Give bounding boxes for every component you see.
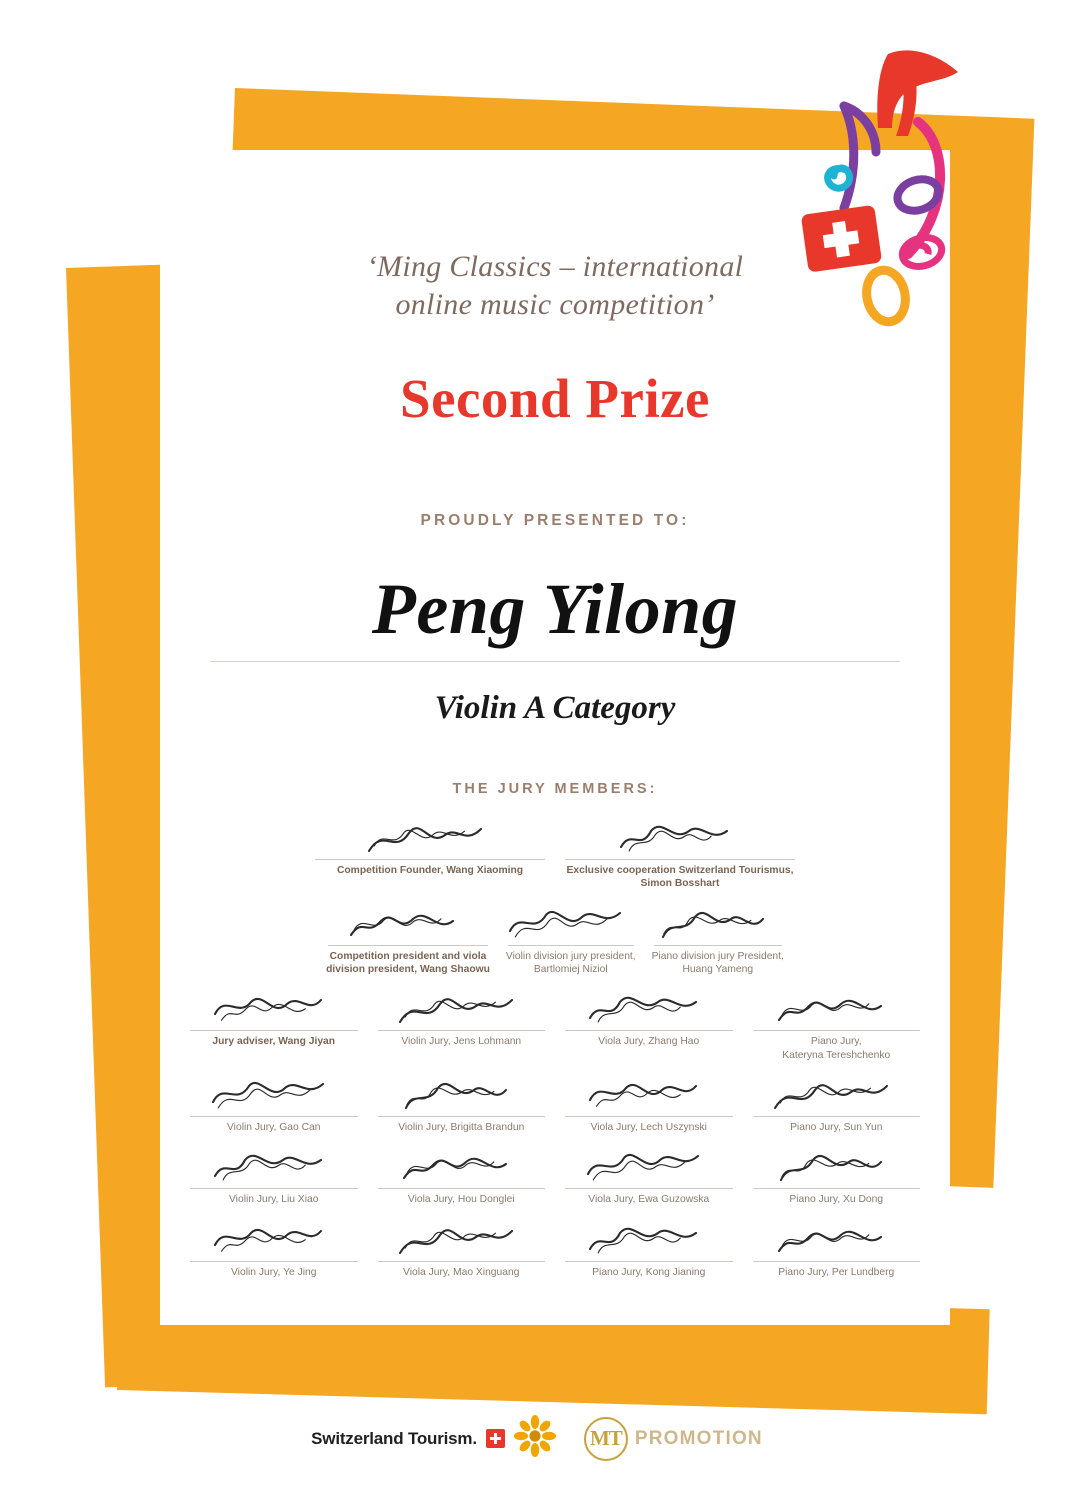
switzerland-tourism-label: Switzerland Tourism. <box>311 1428 477 1448</box>
signature-mark <box>561 815 799 859</box>
signature-label: Piano Jury, Kong Jianing <box>592 1266 706 1278</box>
mt-monogram: MT <box>584 1417 628 1461</box>
signature-mark <box>324 901 492 945</box>
signature-label: Violin Jury, Brigitta Brandun <box>398 1122 525 1134</box>
signature-cell <box>180 1144 368 1216</box>
competition-title-line-1: ‘Ming Classics – international <box>366 250 744 283</box>
signature-mark <box>561 986 737 1030</box>
winner-name: Peng Yilong <box>371 568 739 649</box>
signature-label: Competition president and viola division president, Wang Shaowu <box>326 950 490 975</box>
signature-cell <box>368 1144 556 1216</box>
signature-mark <box>749 1072 925 1116</box>
edelweiss-icon <box>514 1415 556 1462</box>
signature-mark <box>504 901 638 945</box>
signature-mark <box>374 1217 550 1261</box>
signature-row <box>180 815 930 901</box>
signature-row <box>180 1217 930 1289</box>
signature-row <box>180 986 930 1072</box>
signature-mark <box>650 901 786 945</box>
signature-mark <box>186 1144 362 1188</box>
signature-cell <box>743 1144 931 1216</box>
signature-cell <box>555 1072 743 1144</box>
category-name: Violin A Category <box>434 689 676 726</box>
signature-mark <box>749 1217 925 1261</box>
signature-label: Exclusive cooperation Switzerland Tourismus, Simon Bosshart <box>566 864 794 890</box>
signature-mark <box>374 986 550 1030</box>
mt-promotion-label: PROMOTION <box>634 1427 763 1449</box>
signature-label: Piano Jury, Xu Dong <box>789 1194 884 1206</box>
signature-label: Competition Founder, Wang Xiaoming <box>336 864 524 876</box>
signature-mark <box>186 986 362 1030</box>
signature-row <box>180 1144 930 1216</box>
signature-mark <box>374 1072 550 1116</box>
signature-label: Piano Jury, Per Lundberg <box>778 1266 895 1278</box>
signature-cell <box>318 901 498 987</box>
signature-cell <box>743 986 931 1072</box>
prize-title: Second Prize <box>400 367 710 429</box>
competition-title-line-2: online music competition’ <box>395 288 715 322</box>
signature-cell <box>305 815 555 901</box>
signature-label: Piano division jury President, Huang Yameng <box>651 950 784 975</box>
signature-label: Violin Jury, Jens Lohmann <box>401 1036 522 1048</box>
footer-logos <box>0 1415 1074 1462</box>
signature-cell <box>368 986 556 1072</box>
signature-label: Violin Jury, Gao Can <box>227 1122 321 1134</box>
signature-label: Violin division jury president, Bartlomiej Niziol <box>505 950 636 975</box>
signature-label: Jury adviser, Wang Jiyan <box>212 1036 336 1048</box>
signature-cell <box>498 901 644 987</box>
signature-mark <box>311 815 549 859</box>
signature-cell <box>180 986 368 1072</box>
signature-mark <box>561 1144 737 1188</box>
signature-cell <box>555 815 805 901</box>
signature-cell <box>555 986 743 1072</box>
signature-label: Viola Jury, Zhang Hao <box>598 1036 700 1048</box>
switzerland-tourism-logo <box>311 1415 556 1462</box>
signature-mark <box>186 1072 362 1116</box>
certificate-content <box>180 150 930 1289</box>
signature-cell <box>555 1144 743 1216</box>
signature-cell <box>180 1217 368 1289</box>
signature-label: Piano Jury, Sun Yun <box>790 1122 883 1134</box>
signature-mark <box>749 1144 925 1188</box>
signature-label: Viola Jury, Ewa Guzowska <box>588 1194 710 1206</box>
presented-to-label: PROUDLY PRESENTED TO: <box>420 511 690 529</box>
signature-mark <box>561 1072 737 1116</box>
signature-label: Viola Jury, Hou Donglei <box>407 1194 515 1206</box>
signature-cell <box>555 1217 743 1289</box>
winner-divider <box>210 661 900 662</box>
signature-cell <box>644 901 792 987</box>
signature-mark <box>186 1217 362 1261</box>
signature-row <box>180 901 930 987</box>
competition-title <box>180 248 930 325</box>
signature-label: Viola Jury, Mao Xinguang <box>403 1266 520 1278</box>
signature-cell <box>743 1217 931 1289</box>
jury-heading: THE JURY MEMBERS: <box>452 780 658 797</box>
signature-grid <box>180 815 930 1289</box>
signature-mark <box>374 1144 550 1188</box>
signature-label: Piano Jury, Kateryna Tereshchenko <box>782 1036 891 1061</box>
signature-cell <box>368 1217 556 1289</box>
signature-cell <box>743 1072 931 1144</box>
signature-label: Violin Jury, Ye Jing <box>231 1266 317 1278</box>
signature-row <box>180 1072 930 1144</box>
signature-cell <box>368 1072 556 1144</box>
signature-mark <box>749 986 925 1030</box>
signature-mark <box>561 1217 737 1261</box>
mt-promotion-logo <box>584 1417 763 1461</box>
swiss-cross-icon <box>486 1429 505 1448</box>
signature-label: Violin Jury, Liu Xiao <box>229 1194 319 1206</box>
signature-cell <box>180 1072 368 1144</box>
signature-label: Viola Jury, Lech Uszynski <box>590 1122 707 1134</box>
